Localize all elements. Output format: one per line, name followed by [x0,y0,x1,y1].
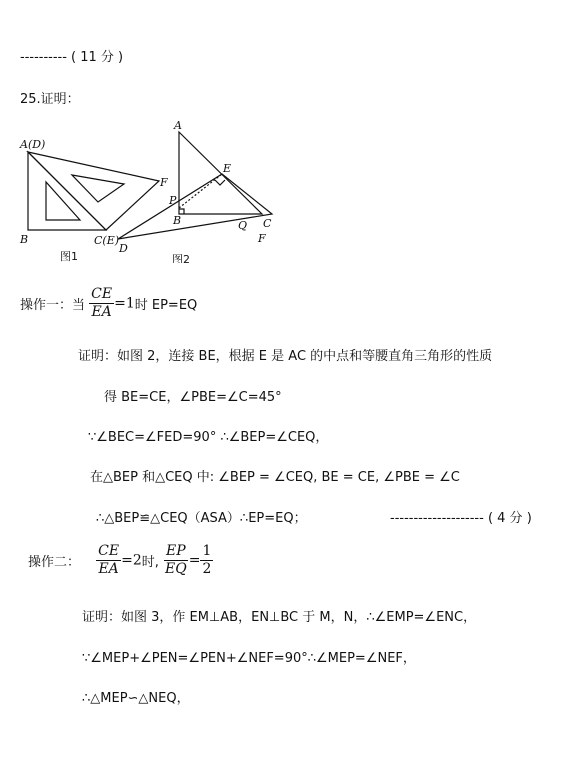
op2-fraction-ce-ea [96,543,121,578]
proof2-line-1: 证明：如图 3，作 EM⊥AB，EN⊥BC 于 M，N，∴∠EMP=∠ENC， [82,610,477,625]
fig1-label-b: B [20,233,29,246]
op2-eq2: = [188,552,201,569]
score-line-4: -------------------- ( 4 分 ) [390,511,532,526]
proof2-line-3: ∴△MEP∽△NEQ， [82,691,190,706]
fig2-label-a: A [174,119,182,132]
fig1-label-f: F [160,176,168,189]
op2-fraction-ep-eq [163,543,189,578]
fig2-label-b: B [173,214,182,227]
fig2-label-d: D [119,242,128,255]
proof1-line-1: 证明：如图 2，连接 BE，根据 E 是 AC 的中点和等腰直角三角形的性质 [78,349,493,364]
proof1-line-2: 得 BE=CE，∠PBE=∠C=45° [104,390,282,405]
figure-2 [118,132,272,239]
fig1-label-a: A(D) [20,138,46,151]
proof1-line-3: ∵∠BEC=∠FED=90° ∴∠BEP=∠CEQ， [88,430,329,445]
op2-eq1: =2 [121,552,142,569]
proof2-line-2: ∵∠MEP+∠PEN=∠PEN+∠NEF=90°∴∠MEP=∠NEF， [82,651,416,666]
op2-frac1-num: CE [98,543,120,559]
op1-eq: =1 [114,295,135,312]
fig2-label-f: F [258,232,266,245]
op2-frac3-num: 1 [202,543,212,559]
op2-frac2-den: EQ [165,561,187,577]
operation-one [20,286,197,321]
op2-prefix: 操作二： [28,555,81,570]
problem-heading: 25.证明： [20,92,80,107]
fig2-label-c: C [263,217,272,230]
op2-fraction-half [200,543,213,578]
fig2-label-q: Q [238,219,248,232]
op1-frac-num: CE [91,286,113,302]
op1-prefix: 操作一：当 [20,298,86,313]
op2-frac2-num: EP [166,543,186,559]
fig1-label-c: C(E) [94,234,120,247]
op2-mid: 时, [141,555,159,570]
figure-1 [28,152,159,230]
op1-frac-den: EA [91,304,112,320]
score-line-top: ---------- ( 11 分 ) [20,50,124,65]
operation-two [28,543,213,578]
proof1-line-5: ∴△BEP≌△CEQ（ASA）∴EP=EQ； [96,511,307,526]
fig2-label-p: P [169,194,177,207]
fig2-caption: 图2 [172,253,190,263]
op1-suffix: 时 EP=EQ [134,298,198,313]
op2-frac1-den: EA [98,561,119,577]
op1-fraction [89,286,114,321]
proof1-line-4: 在△BEP 和△CEQ 中: ∠BEP = ∠CEQ, BE = CE, ∠PBE = ∠C [90,470,460,485]
geometry-figures [14,118,304,263]
op2-frac3-den: 2 [202,561,212,577]
fig2-label-e: E [223,162,232,175]
fig1-caption: 图1 [60,250,78,263]
